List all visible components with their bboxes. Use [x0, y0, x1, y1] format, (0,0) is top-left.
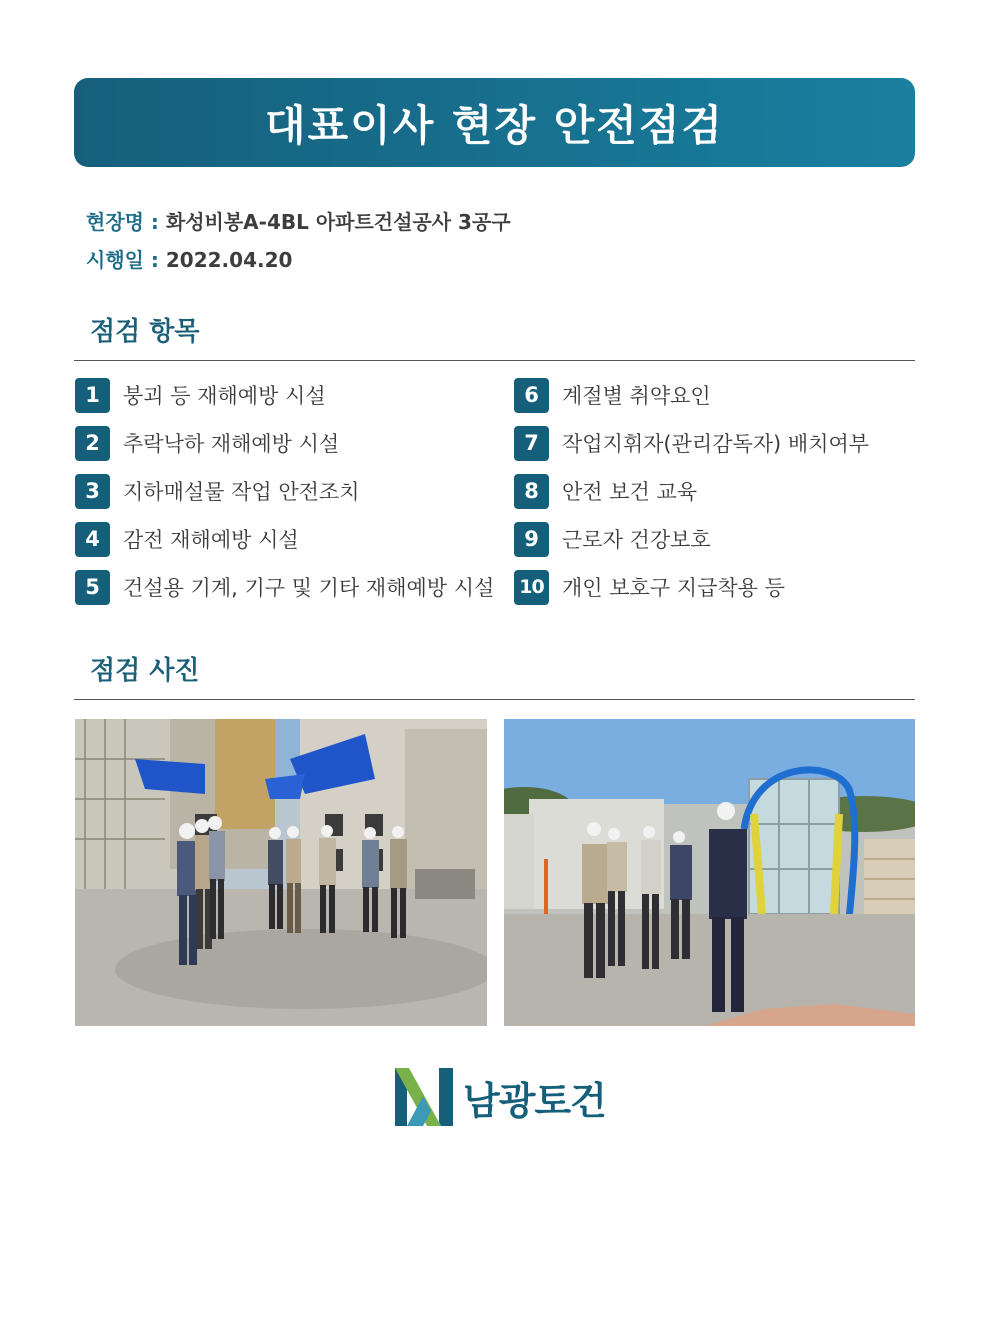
divider — [74, 699, 915, 700]
item-label: 근로자 건강보호 — [562, 528, 711, 552]
list-item — [514, 425, 954, 461]
inspection-items-heading: 점검 항목 — [90, 317, 200, 347]
list-item — [75, 425, 515, 461]
item-label: 감전 재해예방 시설 — [123, 528, 299, 552]
list-item — [75, 569, 515, 605]
logo-name: 남광토건 — [463, 1078, 606, 1123]
site-name-line — [86, 206, 511, 235]
item-number-badge: 4 — [75, 522, 110, 557]
item-label: 건설용 기계, 기구 및 기타 재해예방 시설 — [123, 576, 495, 600]
site-name-value: 화성비봉A-4BL 아파트건설공사 3공구 — [165, 210, 511, 234]
title-banner — [74, 78, 915, 167]
list-item — [75, 377, 515, 413]
item-number-badge: 3 — [75, 474, 110, 509]
list-item — [514, 377, 954, 413]
date-line — [86, 244, 292, 273]
item-number-badge: 1 — [75, 378, 110, 413]
inspection-photos-heading: 점검 사진 — [90, 656, 200, 686]
item-number-badge: 8 — [514, 474, 549, 509]
date-key: 시행일 : — [86, 248, 166, 272]
list-item — [75, 521, 515, 557]
item-number-badge: 5 — [75, 570, 110, 605]
item-label: 지하매설물 작업 안전조치 — [123, 480, 360, 504]
item-label: 개인 보호구 지급착용 등 — [562, 576, 785, 600]
list-item — [75, 473, 515, 509]
inspection-items-right — [514, 377, 954, 617]
site-name-key: 현장명 : — [86, 210, 166, 234]
company-logo — [393, 1062, 633, 1132]
logo-mark-icon — [393, 1066, 455, 1128]
list-item — [514, 521, 954, 557]
item-label: 작업지휘자(관리감독자) 배치여부 — [562, 432, 870, 456]
item-label: 붕괴 등 재해예방 시설 — [123, 384, 326, 408]
item-number-badge: 2 — [75, 426, 110, 461]
divider — [74, 360, 915, 361]
item-number-badge: 10 — [514, 570, 549, 605]
date-value: 2022.04.20 — [165, 248, 293, 272]
inspection-photo-2 — [504, 719, 915, 1026]
inspection-items-left — [75, 377, 515, 617]
item-number-badge: 6 — [514, 378, 549, 413]
item-label: 안전 보건 교육 — [562, 480, 698, 504]
inspection-photo-1 — [75, 719, 487, 1026]
item-number-badge: 9 — [514, 522, 549, 557]
list-item — [514, 473, 954, 509]
item-number-badge: 7 — [514, 426, 549, 461]
item-label: 추락낙하 재해예방 시설 — [123, 432, 340, 456]
item-label: 계절별 취약요인 — [562, 384, 711, 408]
list-item — [514, 569, 954, 605]
page-title: 대표이사 현장 안전점검 — [265, 100, 724, 150]
